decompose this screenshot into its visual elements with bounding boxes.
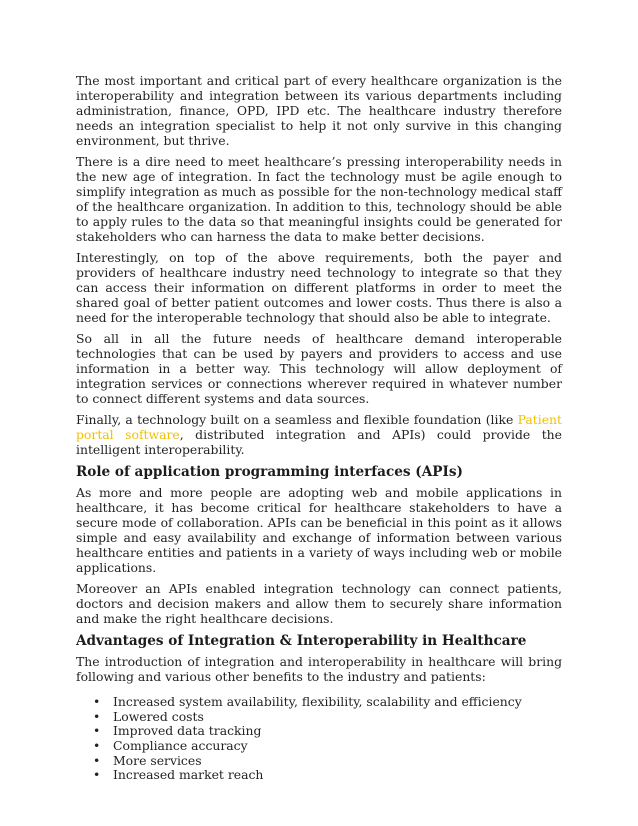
list-item [93,767,562,783]
list-item [93,708,562,725]
list-item [93,738,562,754]
list-item [93,752,562,769]
list-item-text: Increased market reach [113,767,264,783]
list-item-text: Lowered costs [113,708,204,724]
bullet-icon: • [93,752,101,768]
advantages-list [76,695,562,783]
finally-text-before: Finally, a technology built on a seamless and flexible foundation (like [76,412,518,428]
intro-paragraph-1: The most important and critical part of every healthcare organization is the interoperability and integration between its various departments including administration, finance, OPD, IPD etc. The healthcare industry therefore needs an integration specialist to help it not only survive in this changing environment, but thrive. [76,73,562,148]
bullet-icon: • [93,738,101,753]
bullet-icon: • [93,723,101,739]
list-item-text: Compliance accuracy [113,738,248,753]
intro-paragraph-2: There is a dire need to meet healthcare’s pressing interoperability needs in the new age of integration. In fact the technology must be agile enough to simplify integration as much as possible for the non-technology medical staff of the healthcare organization. In addition to this, technology should be able to apply rules to the data so that meaningful insights could be generated for stakeholders who can harness the data to make better decisions. [76,154,562,244]
apis-paragraph-1: As more and more people are adopting web and mobile applications in healthcare, it has become critical for healthcare stakeholders to have a secure mode of collaboration. APIs can be beneficial in this point as it allows simple and easy availability and exchange of information between various healthcare entities and patients in a variety of ways including web or mobile applications. [76,485,562,575]
list-item [93,694,562,710]
intro-paragraph-4: So all in all the future needs of healthcare demand interoperable technologies that can be used by payers and providers to access and use information in a better way. This technology will allow deployment of integration services or connections wherever required in whatever number to connect different systems and data sources. [76,331,562,406]
list-item-text: Improved data tracking [113,723,262,739]
list-item-text: More services [113,752,202,768]
bullet-icon: • [93,767,101,783]
advantages-section-heading: Advantages of Integration & Interoperability in Healthcare [76,633,527,650]
bullet-icon: • [93,694,101,710]
advantages-intro: The introduction of integration and interoperability in healthcare will bring following and various other benefits to the industry and patients: [76,654,562,685]
apis-section-heading: Role of application programming interfaces (APIs) [76,464,463,481]
list-item-text: Increased system availability, flexibility, scalability and efficiency [113,694,522,710]
finally-paragraph [76,413,562,458]
patient-portal-software-link[interactable]: Patient portal software [76,412,562,442]
apis-paragraph-2: Moreover an APIs enabled integration technology can connect patients, doctors and decision makers and allow them to securely share information and make the right healthcare decisions. [76,581,562,626]
intro-paragraph-3: Interestingly, on top of the above requirements, both the payer and providers of healthcare industry need technology to integrate so that they can access their information on different platforms in order to meet the shared goal of better patient outcomes and lower costs. Thus there is also a need for the interoperable technology that should also be able to integrate. [76,249,562,325]
finally-text-after: , distributed integration and APIs) could provide the intelligent interoperability. [76,426,562,457]
document-page [76,74,562,783]
bullet-icon: • [93,708,101,724]
list-item [93,723,562,739]
